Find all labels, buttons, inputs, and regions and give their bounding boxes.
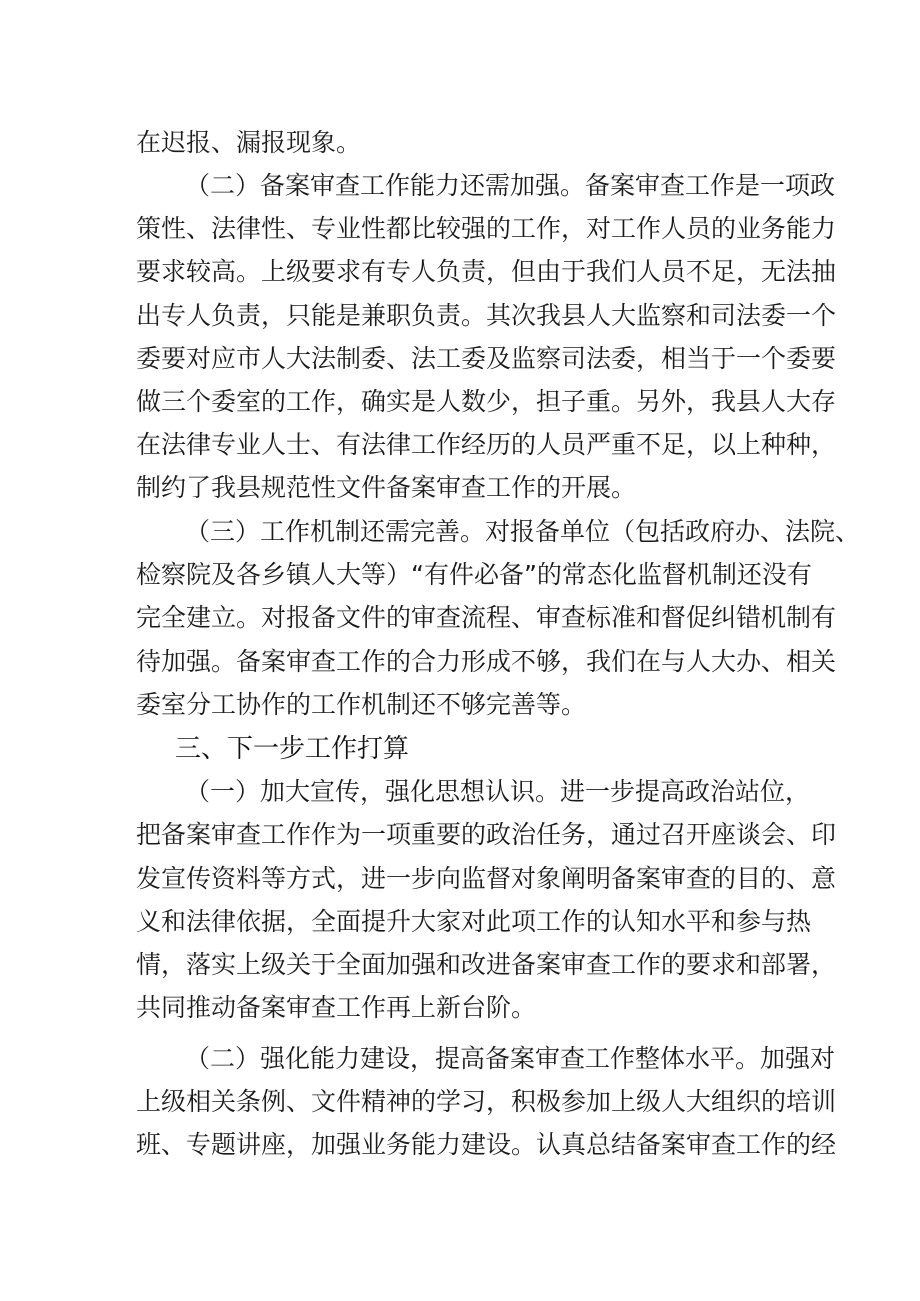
paragraph-line: 出专人负责，只能是兼职负责。其次我县人大监察和司法委一个 <box>136 301 837 330</box>
paragraph-line: 发宣传资料等方式，进一步向监督对象阐明备案审查的目的、意 <box>136 864 837 893</box>
paragraph-line: 情，落实上级关于全面加强和改进备案审查工作的要求和部署， <box>136 950 837 979</box>
paragraph-line: （一）加大宣传，强化思想认识。进一步提高政治站位， <box>185 777 811 806</box>
paragraph-line: 在法律专业人士、有法律工作经历的人员严重不足，以上种种， <box>136 430 837 459</box>
paragraph-line: 委室分工协作的工作机制还不够完善等。 <box>136 690 587 719</box>
paragraph-line: 完全建立。对报备文件的审查流程、审查标准和督促纠错机制有 <box>136 603 837 632</box>
paragraph-line: 制约了我县规范性文件备案审查工作的开展。 <box>136 473 637 502</box>
paragraph-line: 共同推动备案审查工作再上新台阶。 <box>136 993 537 1022</box>
paragraph-line: 委要对应市人大法制委、法工委及监察司法委，相当于一个委要 <box>136 344 837 373</box>
paragraph-line: 要求较高。上级要求有专人负责，但由于我们人员不足，无法抽 <box>136 257 837 286</box>
paragraph-line: 策性、法律性、专业性都比较强的工作，对工作人员的业务能力 <box>136 214 837 243</box>
paragraph-line: 检察院及各乡镇人大等）“有件必备”的常态化监督机制还没有 <box>136 560 812 589</box>
paragraph-line: 班、专题讲座，加强业务能力建设。认真总结备案审查工作的经 <box>136 1130 837 1159</box>
paragraph-line: （二）备案审查工作能力还需加强。备案审查工作是一项政 <box>185 171 836 200</box>
paragraph-line: 把备案审查工作作为一项重要的政治任务，通过召开座谈会、印 <box>136 820 837 849</box>
section-heading: 三、下一步工作打算 <box>175 734 410 764</box>
paragraph-line: 在迟报、漏报现象。 <box>136 128 362 157</box>
paragraph-line: （二）强化能力建设，提高备案审查工作整体水平。加强对 <box>185 1044 836 1073</box>
paragraph-line: （三）工作机制还需完善。对报备单位（包括政府办、法院、 <box>185 517 861 546</box>
paragraph-line: 做三个委室的工作，确实是人数少，担子重。另外，我县人大存 <box>136 387 837 416</box>
paragraph-line: 上级相关条例、文件精神的学习，积极参加上级人大组织的培训 <box>136 1087 837 1116</box>
paragraph-line: 待加强。备案审查工作的合力形成不够，我们在与人大办、相关 <box>136 647 837 676</box>
paragraph-line: 义和法律依据，全面提升大家对此项工作的认知水平和参与热 <box>136 907 812 936</box>
